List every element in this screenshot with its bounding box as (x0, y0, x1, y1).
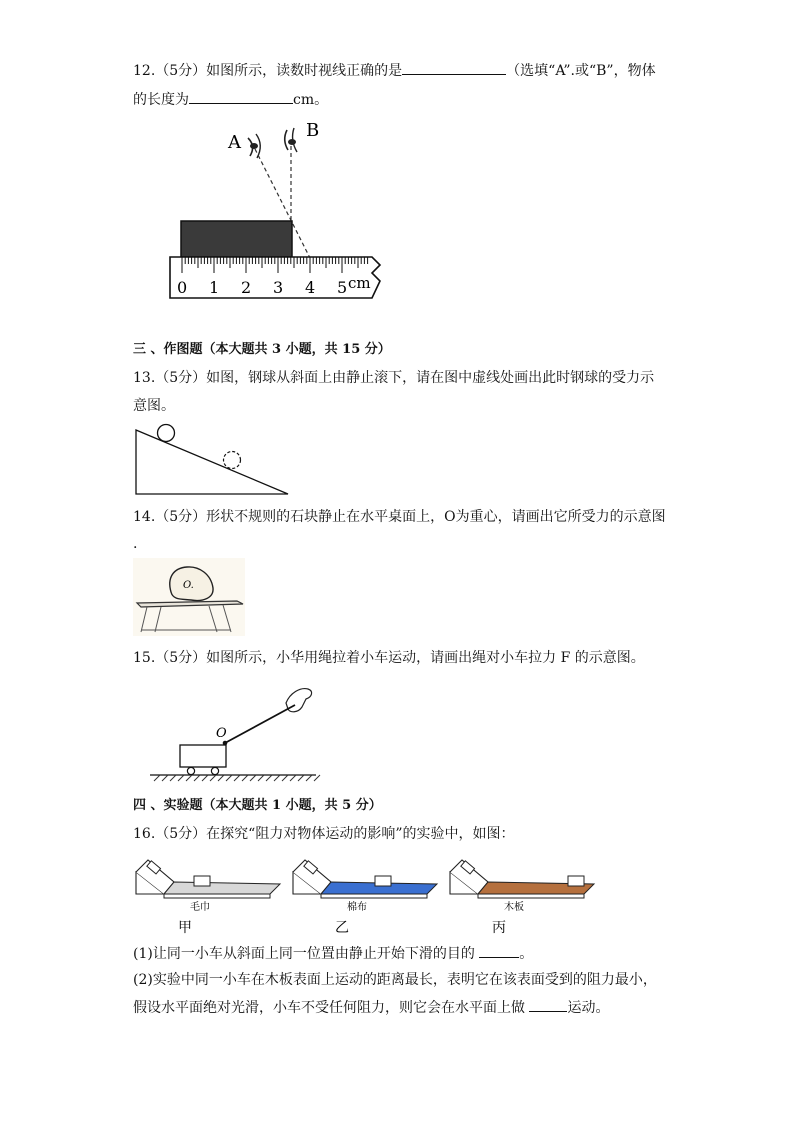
hatch-line (218, 775, 224, 781)
point-o-label: O (216, 726, 227, 741)
q16-experiment-figure (134, 852, 598, 936)
panel-label: 乙 (335, 920, 349, 936)
q16-sub2-line1: (2)实验中同一小车在木板表面上运动的距离最长，表明它在该表面受到的阻力最小， (133, 972, 657, 988)
ground-hatching (154, 775, 320, 781)
hatch-line (282, 775, 288, 781)
incline-plane (136, 430, 288, 494)
hatch-line (290, 775, 296, 781)
hatch-line (266, 775, 272, 781)
hatch-line (154, 775, 160, 781)
test-cart (375, 876, 391, 886)
hatch-line (314, 775, 320, 781)
q12-text: （选填“A”.或“B”，物体 (506, 63, 656, 79)
section3-title: 三 、作图题（本大题共 3 小题，共 15 分） (133, 342, 391, 357)
q12-text: 12.（5分）如图所示，读数时视线正确的是 (133, 63, 403, 79)
hatch-line (202, 775, 208, 781)
q14-line2: . (133, 536, 138, 552)
eye-a-icon (248, 134, 260, 158)
q13-line1: 13.（5分）如图，钢球从斜面上由静止滚下，请在图中虚线处画出此时钢球的受力示 (133, 370, 655, 386)
panel-label: 丙 (492, 920, 506, 936)
cart (180, 745, 226, 767)
surface-label: 棉布 (347, 902, 367, 913)
experiment-panel (136, 860, 280, 936)
q13-line2: 意图。 (133, 398, 175, 414)
ruler-tick-label: 3 (273, 278, 284, 297)
q12-line2 (133, 89, 328, 110)
rope (225, 705, 295, 743)
q12-text: 的长度为 (133, 92, 189, 108)
hatch-line (258, 775, 264, 781)
q12-line1 (133, 60, 656, 81)
ball-dashed-position[interactable] (224, 452, 241, 469)
cart-wheel-left (187, 767, 194, 774)
q16-blank-purpose[interactable] (479, 943, 519, 958)
hatch-line (194, 775, 200, 781)
center-of-gravity-label: O. (183, 580, 194, 591)
q12-blank-length[interactable] (189, 89, 293, 104)
measured-object (181, 221, 292, 257)
test-cart (568, 876, 584, 886)
ruler-tick-label: 1 (209, 278, 220, 297)
q12-blank-sightline[interactable] (402, 60, 506, 75)
hatch-line (298, 775, 304, 781)
panel-label: 甲 (178, 920, 192, 936)
ruler-unit-label: cm (348, 274, 371, 292)
hatch-line (226, 775, 232, 781)
surface-label: 木板 (504, 902, 524, 913)
ruler-tick-label: 4 (305, 278, 316, 297)
q16-sub1-text: (1)让同一小车从斜面上同一位置由静止开始下滑的目的 (133, 946, 480, 962)
q12-ruler-figure (160, 118, 390, 308)
experiment-panel (450, 860, 594, 936)
section4-title: 四 、实验题（本大题共 1 小题，共 5 分） (133, 798, 382, 813)
q16-line1: 16.（5分）在探究“阻力对物体运动的影响”的实验中，如图： (133, 826, 515, 842)
ruler-tick-label: 0 (177, 278, 188, 297)
hatch-line (234, 775, 240, 781)
q15-line1: 15.（5分）如图所示，小华用绳拉着小车运动，请画出绳对小车拉力 F 的示意图。 (133, 650, 645, 666)
ruler-tick-label: 5 (337, 278, 348, 297)
hatch-line (242, 775, 248, 781)
hatch-line (178, 775, 184, 781)
eye-a-label: A (228, 132, 241, 153)
q13-incline-figure (134, 420, 294, 498)
surface-label: 毛巾 (190, 902, 210, 913)
q16-sub2-line2 (133, 997, 609, 1018)
q16-sub1-text: 。 (519, 946, 534, 962)
eye-b-label: B (306, 120, 320, 141)
hatch-line (210, 775, 216, 781)
test-cart (194, 876, 210, 886)
q16-blank-motion[interactable] (529, 997, 567, 1012)
hatch-line (186, 775, 192, 781)
q14-line1: 14.（5分）形状不规则的石块静止在水平桌面上，O为重心，请画出它所受力的示意图 (133, 509, 666, 525)
surface-edge (321, 894, 427, 898)
experiment-panel (293, 860, 437, 936)
q16-sub2-text: 假设水平面绝对光滑，小车不受任何阻力，则它会在水平面上做 (133, 1000, 530, 1016)
steel-ball (158, 425, 175, 442)
surface-edge (478, 894, 584, 898)
q15-cart-figure (150, 685, 320, 785)
hatch-line (250, 775, 256, 781)
ruler-tick-label: 2 (241, 278, 252, 297)
q12-text: cm。 (293, 92, 329, 108)
surface-strip (164, 882, 280, 894)
hatch-line (170, 775, 176, 781)
q14-stone-figure[interactable] (133, 558, 245, 636)
hatch-line (306, 775, 312, 781)
q16-sub2-text: 运动。 (567, 1000, 610, 1016)
surface-edge (164, 894, 270, 898)
hatch-line (162, 775, 168, 781)
cart-wheel-right (211, 767, 218, 774)
q16-sub1 (133, 943, 533, 964)
hatch-line (274, 775, 280, 781)
